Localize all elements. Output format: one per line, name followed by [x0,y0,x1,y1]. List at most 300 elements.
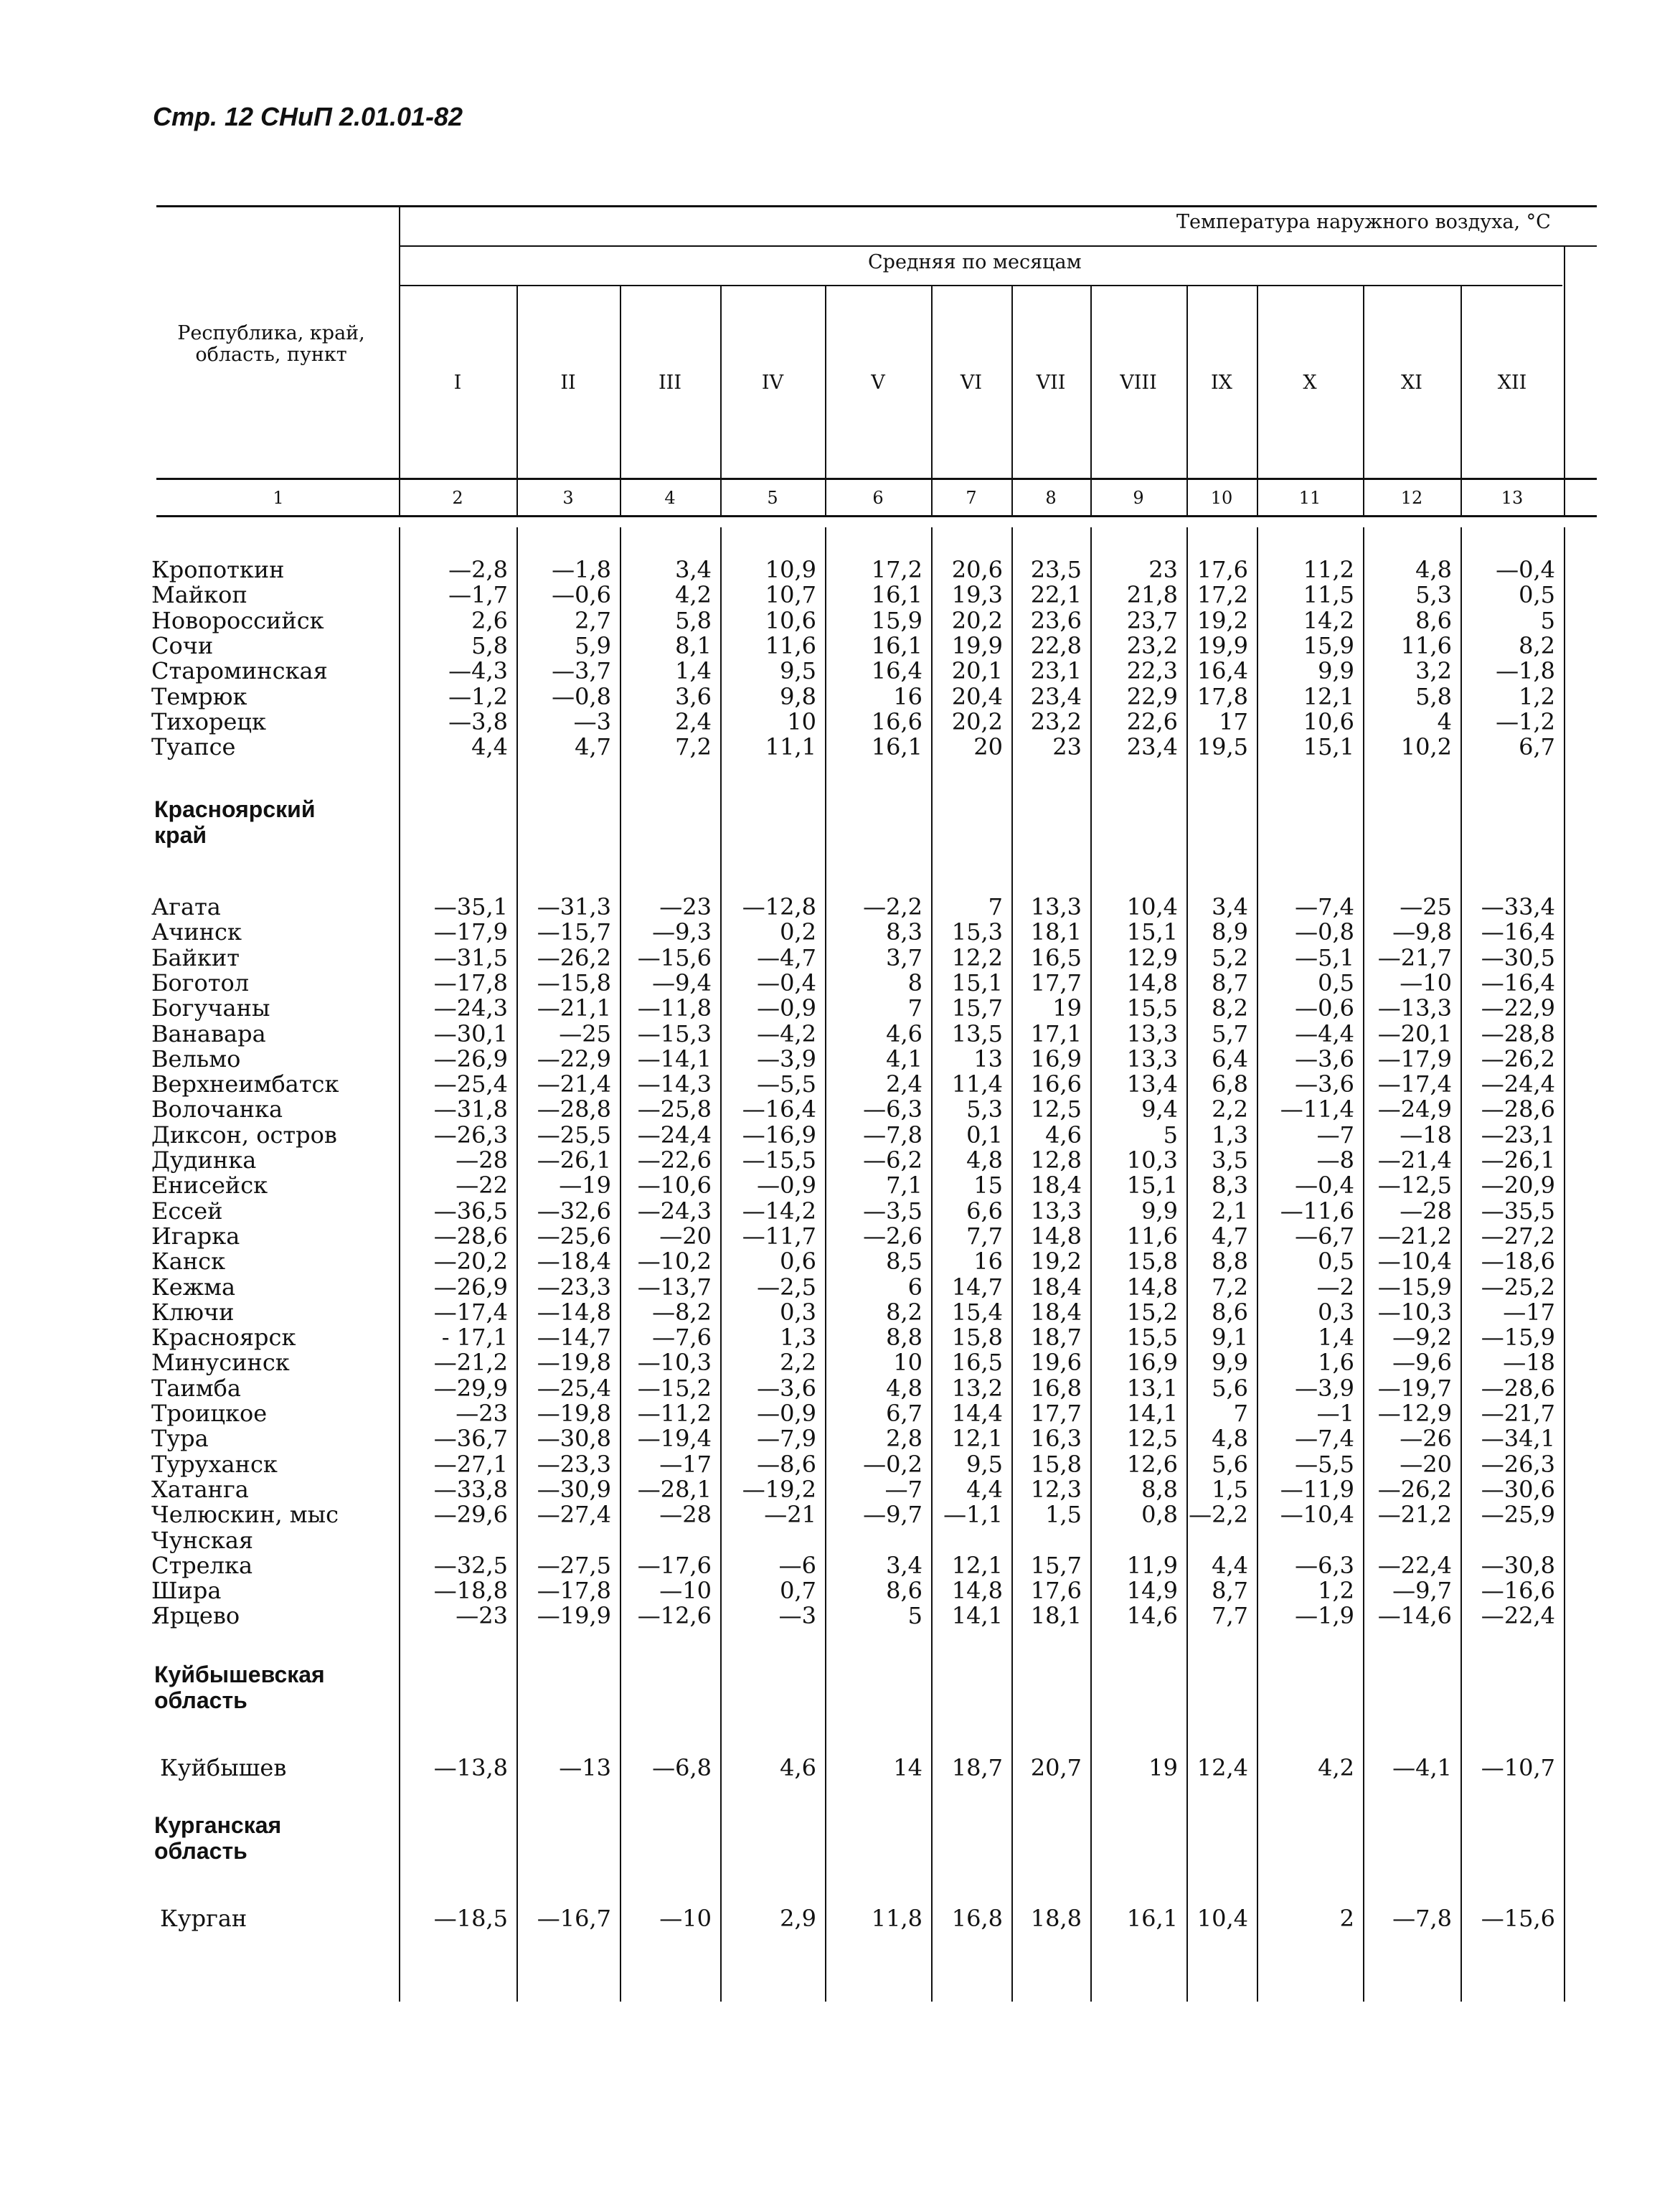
table-row [0,1375,1680,1401]
temperature-cell: —15,7 [537,918,611,946]
temperature-cell: —3,6 [1295,1070,1354,1098]
temperature-cell: —11,9 [1280,1475,1354,1503]
temperature-cell: —21 [764,1501,816,1529]
temperature-cell: 10 [893,1349,922,1377]
temperature-cell: —10 [659,1905,712,1932]
temperature-cell: —22,4 [1481,1602,1555,1630]
temperature-cell: 6,7 [1519,733,1555,761]
temperature-cell: 7,7 [966,1222,1003,1250]
temperature-cell: 23 [1148,556,1178,583]
temperature-cell: —12,8 [742,893,816,920]
station-name: Курган [160,1905,247,1932]
temperature-cell: —3,6 [1295,1045,1354,1073]
temperature-cell: 10,9 [765,556,816,583]
column-divider-header [1363,285,1364,478]
temperature-cell: 16,5 [1030,943,1082,971]
column-divider-colnum [1564,480,1565,515]
month-header: VIII [1120,372,1157,394]
temperature-cell: 11,5 [1303,581,1354,609]
temperature-cell: —20,9 [1481,1172,1555,1200]
temperature-cell: 0,6 [780,1248,816,1276]
table-row [0,1755,1680,1781]
temperature-cell: —25,5 [537,1121,611,1149]
temperature-cell: —22,6 [637,1146,712,1174]
column-number: 4 [664,488,676,508]
temperature-cell: —25,9 [1481,1501,1555,1529]
temperature-cell: 1,4 [1318,1324,1354,1352]
temperature-cell: —0,8 [1295,918,1354,946]
temperature-cell: —16,7 [537,1905,611,1932]
temperature-cell: —12,9 [1377,1400,1452,1427]
column-divider-header [720,285,722,478]
station-name: Дудинка [151,1146,257,1174]
temperature-cell: 2,6 [471,606,508,634]
month-header: III [659,372,681,394]
temperature-cell: 10,4 [1197,1905,1248,1932]
temperature-cell: 2 [1339,1905,1354,1932]
temperature-cell: 15,7 [951,994,1003,1022]
station-name: Ключи [151,1298,235,1326]
table-row [0,1046,1680,1072]
page-header: Стр. 12 СНиП 2.01.01-82 [153,102,463,131]
temperature-cell: —19,7 [1377,1374,1452,1402]
temperature-cell: —21,7 [1481,1400,1555,1427]
temperature-cell: —6,3 [863,1096,922,1123]
temperature-cell: 4,4 [1212,1551,1248,1579]
temperature-cell: 3,6 [675,682,712,710]
temperature-cell: 15,1 [1303,733,1354,761]
station-name: Байкит [151,943,240,971]
temperature-cell: —26,3 [433,1121,508,1149]
temperature-cell: —11,8 [637,994,712,1022]
temperature-cell: 8,3 [1212,1172,1248,1200]
temperature-cell: —17,8 [433,969,508,996]
table-row [0,970,1680,996]
temperature-cell: —9,2 [1392,1324,1452,1352]
temperature-cell: —2,5 [757,1273,816,1301]
station-name: Верхнеимбатск [151,1070,339,1098]
temperature-cell: —22,4 [1377,1551,1452,1579]
temperature-cell: 4,8 [1415,556,1452,583]
temperature-cell: 0,2 [780,918,816,946]
temperature-cell: 23,7 [1126,606,1178,634]
month-header: IX [1211,372,1232,394]
temperature-cell: 8,8 [1212,1248,1248,1276]
temperature-cell: 8,8 [886,1324,922,1352]
column-divider-header [1460,285,1462,478]
station-name: Богучаны [151,994,270,1022]
table-subtitle: Средняя по месяцам [868,251,1082,273]
temperature-cell: 22,9 [1126,682,1178,710]
column-divider-colnum [620,480,621,515]
temperature-cell: 0,5 [1318,1248,1354,1276]
station-name: Стрелка [151,1551,253,1579]
temperature-cell: 5,6 [1212,1450,1248,1478]
temperature-cell: 17,8 [1197,682,1248,710]
temperature-cell: —28 [456,1146,508,1174]
temperature-cell: —2,6 [863,1222,922,1250]
temperature-cell: 9,9 [1212,1349,1248,1377]
temperature-cell: —0,9 [757,1172,816,1200]
temperature-cell: —21,7 [1377,943,1452,971]
temperature-cell: 9,1 [1212,1324,1248,1352]
station-name: Кежма [151,1273,236,1301]
temperature-cell: 2,2 [780,1349,816,1377]
temperature-cell: —6,2 [863,1146,922,1174]
temperature-cell: —25,4 [537,1374,611,1402]
temperature-cell: —18,6 [1481,1248,1555,1276]
temperature-cell: 10,6 [1303,707,1354,735]
temperature-cell: 6,6 [966,1197,1003,1225]
temperature-cell: —21,2 [1377,1501,1452,1529]
temperature-cell: —20 [1400,1450,1452,1478]
temperature-cell: 14,6 [1126,1602,1178,1630]
temperature-cell: —28,6 [1481,1374,1555,1402]
temperature-cell: 16,8 [1030,1374,1082,1402]
temperature-cell: 16,3 [1030,1425,1082,1453]
table-row [0,1122,1680,1148]
temperature-cell: —24,4 [637,1121,712,1149]
region-heading: Курганская область [154,1812,282,1864]
temperature-cell: —9,6 [1392,1349,1452,1377]
station-name: Ессей [151,1197,223,1225]
temperature-cell: 14,7 [951,1273,1003,1301]
temperature-cell: 15,1 [1126,918,1178,946]
temperature-cell: 13,3 [1126,1045,1178,1073]
temperature-cell: —21,4 [537,1070,611,1098]
temperature-cell: 8,3 [886,918,922,946]
temperature-cell: —28 [1400,1197,1452,1225]
temperature-cell: —28,8 [1481,1019,1555,1047]
temperature-cell: —16,6 [1481,1577,1555,1605]
station-name: Туруханск [151,1450,278,1478]
temperature-cell: 17,2 [1197,581,1248,609]
temperature-cell: —20,1 [1377,1019,1452,1047]
column-number: 13 [1501,488,1524,508]
table-row [0,945,1680,971]
column-divider-header [1011,285,1013,478]
temperature-cell: 9,4 [1141,1096,1178,1123]
temperature-cell: 3,2 [1415,657,1452,685]
temperature-cell: —34,1 [1481,1425,1555,1453]
temperature-cell: 13,3 [1030,1197,1082,1225]
column-number: 6 [872,488,884,508]
temperature-cell: - 17,1 [441,1324,508,1352]
table-row [0,1198,1680,1224]
temperature-cell: 1,3 [780,1324,816,1352]
temperature-cell: 20 [973,733,1003,761]
temperature-cell: 6,8 [1212,1070,1248,1098]
temperature-cell: —8,6 [757,1450,816,1478]
temperature-cell: 16,6 [1030,1070,1082,1098]
temperature-cell: 5 [1540,606,1555,634]
temperature-cell: 20,2 [951,707,1003,735]
table-row [0,1578,1680,1603]
station-name: Ярцево [151,1602,240,1630]
month-header: VII [1036,372,1066,394]
column-divider-header [516,285,518,478]
temperature-cell: 12,5 [1030,1096,1082,1123]
temperature-cell: 9,9 [1141,1197,1178,1225]
temperature-cell: —30,6 [1481,1475,1555,1503]
temperature-cell: 15,1 [1126,1172,1178,1200]
temperature-cell: 4,4 [966,1475,1003,1503]
temperature-cell: —23 [456,1602,508,1630]
station-name: Таимба [151,1374,241,1402]
temperature-cell: 2,1 [1212,1197,1248,1225]
temperature-cell: —31,3 [537,893,611,920]
temperature-cell: 16,1 [871,631,922,659]
temperature-cell: —0,4 [1496,556,1555,583]
temperature-cell: —0,9 [757,1400,816,1427]
temperature-cell: 9,5 [780,657,816,685]
temperature-cell: 2,8 [886,1425,922,1453]
temperature-cell: —3,9 [1295,1374,1354,1402]
temperature-cell: —1,1 [943,1501,1003,1529]
temperature-cell: —26 [1400,1425,1452,1453]
temperature-cell: —28,6 [433,1222,508,1250]
temperature-cell: 7,1 [886,1172,922,1200]
table-row [0,1349,1680,1375]
temperature-cell: —4,3 [448,657,508,685]
temperature-cell: —20 [659,1222,712,1250]
column-number: 9 [1133,488,1144,508]
column-divider-header [1090,285,1092,478]
temperature-cell: 12,8 [1030,1146,1082,1174]
temperature-cell: —18,5 [433,1905,508,1932]
temperature-cell: 4,2 [675,581,712,609]
temperature-cell: —0,4 [1295,1172,1354,1200]
temperature-cell: —10 [659,1577,712,1605]
temperature-cell: —0,9 [757,994,816,1022]
temperature-cell: —35,5 [1481,1197,1555,1225]
temperature-cell: —1,2 [448,682,508,710]
temperature-cell: —0,6 [552,581,611,609]
temperature-cell: —8,2 [652,1298,712,1326]
temperature-cell: 23 [1052,733,1082,761]
column-number: 2 [452,488,463,508]
temperature-cell: 23,2 [1126,631,1178,659]
temperature-cell: 4,7 [575,733,611,761]
colnum-top-rule [156,478,1597,480]
temperature-cell: —28,6 [1481,1096,1555,1123]
temperature-cell: 10,6 [765,606,816,634]
temperature-cell: 23,1 [1030,657,1082,685]
temperature-cell: 17,7 [1030,969,1082,996]
table-row [0,1552,1680,1578]
table-row [0,1400,1680,1426]
temperature-cell: —21,1 [537,994,611,1022]
temperature-cell: —10,6 [637,1172,712,1200]
temperature-cell: —7,8 [863,1121,922,1149]
temperature-cell: —32,6 [537,1197,611,1225]
temperature-cell: 11,6 [765,631,816,659]
temperature-cell: —1,8 [1496,657,1555,685]
temperature-cell: —26,9 [433,1273,508,1301]
temperature-cell: 19 [1052,994,1082,1022]
month-header: VI [960,372,983,394]
temperature-cell: 4,8 [966,1146,1003,1174]
temperature-cell: —9,7 [1392,1577,1452,1605]
temperature-cell: 19,6 [1030,1349,1082,1377]
temperature-cell: —17,4 [433,1298,508,1326]
month-header: X [1303,372,1317,394]
station-name: Минусинск [151,1349,290,1377]
temperature-cell: 3,4 [675,556,712,583]
column-number: 1 [273,488,284,508]
temperature-cell: 12,4 [1197,1754,1248,1781]
temperature-cell: 15,4 [951,1298,1003,1326]
temperature-cell: —14,3 [637,1070,712,1098]
temperature-cell: —7,4 [1295,893,1354,920]
column-number: 12 [1400,488,1423,508]
temperature-cell: —0,6 [1295,994,1354,1022]
temperature-cell: —10,4 [1280,1501,1354,1529]
temperature-cell: 8,6 [1415,606,1452,634]
temperature-cell: 0,7 [780,1577,816,1605]
header-sub-rule [400,245,1597,247]
temperature-cell: —24,3 [433,994,508,1022]
table-row [0,1603,1680,1629]
temperature-cell: —16,4 [742,1096,816,1123]
temperature-cell: 11,4 [951,1070,1003,1098]
temperature-cell: —17,9 [433,918,508,946]
temperature-cell: 17,1 [1030,1019,1082,1047]
temperature-cell: —7,8 [1392,1905,1452,1932]
temperature-cell: —22 [456,1172,508,1200]
temperature-cell: 3,4 [1212,893,1248,920]
temperature-cell: —18 [1503,1349,1555,1377]
temperature-cell: —10,7 [1481,1754,1555,1781]
temperature-cell: 23,5 [1030,556,1082,583]
temperature-cell: —11,6 [1280,1197,1354,1225]
temperature-cell: 19 [1148,1754,1178,1781]
temperature-cell: —3,9 [757,1045,816,1073]
temperature-cell: —13 [559,1754,611,1781]
station-name: Канск [151,1248,226,1276]
temperature-cell: —6,3 [1295,1551,1354,1579]
temperature-cell: —9,4 [652,969,712,996]
temperature-cell: 3,5 [1212,1146,1248,1174]
table-row [0,1147,1680,1173]
temperature-cell: 5,9 [575,631,611,659]
table-row [0,734,1680,760]
temperature-cell: 14,1 [1126,1400,1178,1427]
temperature-cell: 6,7 [886,1400,922,1427]
temperature-cell: 10 [787,707,816,735]
temperature-cell: 5,6 [1212,1374,1248,1402]
station-name: Темрюк [151,682,247,710]
temperature-cell: —9,7 [863,1501,922,1529]
temperature-cell: 2,2 [1212,1096,1248,1123]
temperature-cell: 8,7 [1212,969,1248,996]
table-row [0,1451,1680,1477]
column-divider-colnum [1090,480,1092,515]
temperature-cell: —5,5 [757,1070,816,1098]
temperature-cell: 2,4 [675,707,712,735]
temperature-cell: 15,8 [1030,1450,1082,1478]
temperature-cell: 4,2 [1318,1754,1354,1781]
temperature-cell: 18,7 [1030,1324,1082,1352]
temperature-cell: 14,1 [951,1602,1003,1630]
temperature-cell: 20,2 [951,606,1003,634]
temperature-cell: —1 [1316,1400,1354,1427]
temperature-cell: —23,3 [537,1450,611,1478]
month-header: XII [1497,372,1527,394]
temperature-cell: 10,7 [765,581,816,609]
temperature-cell: 5 [907,1602,922,1630]
temperature-cell: —25,8 [637,1096,712,1123]
station-name: Диксон, остров [151,1121,337,1149]
temperature-cell: —15,3 [637,1019,712,1047]
temperature-cell: 11,2 [1303,556,1354,583]
temperature-cell: —6 [778,1551,816,1579]
temperature-cell: 7 [907,994,922,1022]
column-divider-colnum [1011,480,1013,515]
temperature-cell: 8,1 [675,631,712,659]
temperature-cell: —2,8 [448,556,508,583]
temperature-cell: —35,1 [433,893,508,920]
temperature-cell: —32,5 [433,1551,508,1579]
temperature-cell: 3,7 [886,943,922,971]
temperature-cell: —17 [659,1450,712,1478]
temperature-cell: 13,1 [1126,1374,1178,1402]
column-divider-header [399,205,400,478]
table-row [0,1476,1680,1502]
temperature-cell: 18,1 [1030,1602,1082,1630]
temperature-cell: —14,1 [637,1045,712,1073]
temperature-cell: 14 [893,1754,922,1781]
column-divider-colnum [1363,480,1364,515]
temperature-cell: —21,2 [1377,1222,1452,1250]
temperature-cell: 22,3 [1126,657,1178,685]
table-row [0,1248,1680,1274]
temperature-cell: 0,3 [780,1298,816,1326]
temperature-cell: 16 [893,682,922,710]
temperature-cell: —26,1 [537,1146,611,1174]
temperature-cell: 5 [1163,1121,1178,1149]
column-divider-header [825,285,826,478]
temperature-cell: —0,2 [863,1450,922,1478]
temperature-cell: 8,6 [886,1577,922,1605]
temperature-cell: 14,8 [1126,1273,1178,1301]
temperature-cell: —7 [884,1475,922,1503]
temperature-cell: 12,9 [1126,943,1178,971]
temperature-cell: —24,4 [1481,1070,1555,1098]
temperature-cell: —5,1 [1295,943,1354,971]
temperature-cell: 8 [907,969,922,996]
station-name: Ачинск [151,918,242,946]
table-row [0,658,1680,684]
temperature-cell: —18,8 [433,1577,508,1605]
temperature-cell: —28,8 [537,1096,611,1123]
temperature-cell: 22,8 [1030,631,1082,659]
temperature-cell: 16,1 [871,581,922,609]
temperature-cell: 8,7 [1212,1577,1248,1605]
temperature-cell: —7,9 [757,1425,816,1453]
temperature-cell: —17,8 [537,1577,611,1605]
table-row [0,1502,1680,1527]
temperature-cell: 8,5 [886,1248,922,1276]
temperature-cell: 11,1 [765,733,816,761]
temperature-cell: 16,9 [1030,1045,1082,1073]
temperature-cell: —14,7 [537,1324,611,1352]
temperature-cell: 7,2 [1212,1273,1248,1301]
region-heading: Красноярский край [154,796,316,848]
temperature-cell: 7 [1233,1400,1248,1427]
station-name: Тихорецк [151,707,266,735]
temperature-cell: 15 [973,1172,1003,1200]
